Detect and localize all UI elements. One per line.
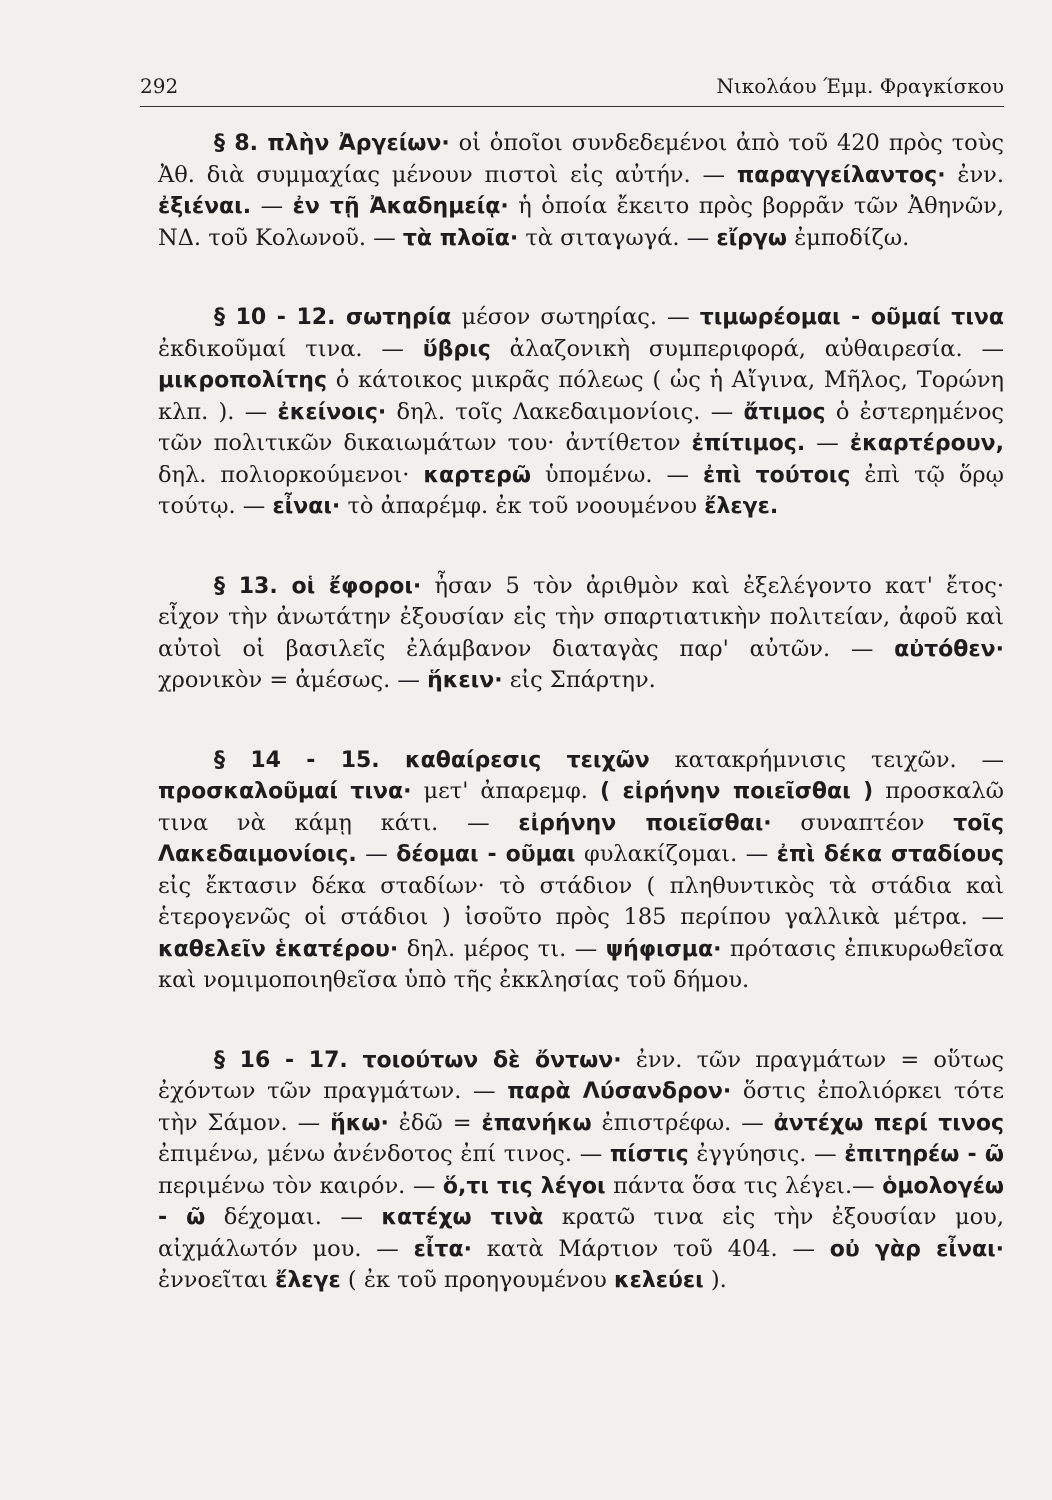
gloss-text: ἐννοεῖται — [158, 1267, 276, 1293]
lemma: ἥκειν· — [427, 668, 503, 693]
lemma: § 14 - 15. — [214, 747, 405, 773]
gloss-text: συναπτέον — [771, 809, 954, 836]
gloss-text: πάντα ὅσα τις λέγει.— — [605, 1172, 883, 1199]
gloss-text: εἰς Σπάρτην. — [502, 667, 656, 693]
lemma: § 16 - 17. — [214, 1047, 363, 1073]
lemma: εἶτα· — [413, 1236, 472, 1262]
gloss-text: — — [251, 193, 293, 219]
lemma: προσκαλοῦμαί τινα· — [158, 779, 412, 804]
lemma: ἀντέχω περί τινος — [773, 1110, 1005, 1136]
lemma: ὅ,τι τις λέγοι — [442, 1173, 606, 1199]
lemma: τοιούτων δὲ ὄντων· — [362, 1047, 622, 1073]
lemma: σωτηρία — [346, 305, 452, 330]
gloss-text: ἐδῶ = — [388, 1109, 482, 1136]
gloss-text: δηλ. τοῖς Λακεδαιμονίοις. — — [386, 398, 744, 425]
gloss-text: τὰ σιταγωγά. — — [518, 224, 717, 251]
gloss-text: ὑπομένω. — — [531, 461, 703, 488]
lemma: § 8. — [214, 131, 268, 156]
gloss-text: ). — [703, 1267, 727, 1293]
lemma: δέομαι - οῦμαι — [396, 842, 576, 867]
gloss-text: ἀλαζονικὴ συμπεριφορά, αὐθαιρεσία. — — [490, 335, 1004, 362]
gloss-text: μέσον σωτηρίας. — — [451, 304, 700, 330]
gloss-text: ὅστις ἐπολιόρκει τότε τὴν Σάμον. — — [158, 1078, 1004, 1136]
lemma: τὰ πλοῖα· — [402, 225, 519, 251]
lemma: πλὴν Ἀργείων· — [267, 131, 450, 156]
lemma: ( εἰρήνην ποιεῖσθαι ) — [599, 779, 874, 804]
lemma: ἐξιέναι. — [158, 194, 252, 219]
gloss-text: ἐμποδίζω. — [787, 224, 910, 251]
gloss-text: ἐκδικοῦμαί τινα. — — [158, 335, 423, 362]
gloss-text: εἰς ἔκτασιν δέκα σταδίων· τὸ στάδιον ( πληθυντικὸς τὰ στάδια καὶ ἑτερογενῶς οἱ στάδιοι ) ἰσοῦτο πρὸς 185 περίπου γαλλικὰ μέτρα. — — [158, 872, 1004, 930]
gloss-text: ἐπιμένω, μένω ἀνένδοτος ἐπί τινος. — — [158, 1141, 610, 1167]
gloss-text: ( ἐκ τοῦ προηγουμένου — [340, 1267, 614, 1293]
running-title-author: Νικολάου Έμμ. Φραγκίσκου — [716, 74, 1004, 98]
gloss-text: ἐπὶ τῷ ὅρῳ τούτῳ. — — [158, 461, 1004, 519]
lemma: αὐτόθεν· — [894, 636, 1004, 662]
commentary-paragraph — [158, 302, 1004, 523]
gloss-text: ἡ ὁποία ἔκειτο πρὸς βορρᾶν τῶν Ἀθηνῶν, ΝΔ. τοῦ Κολωνοῦ. — — [158, 193, 1004, 251]
lemma: παρὰ Λύσανδρον· — [507, 1079, 732, 1104]
lemma: ἐν τῇ Ἀκαδημείᾳ· — [292, 194, 509, 219]
gloss-text: χρονικὸν = ἀμέσως. — — [158, 667, 428, 693]
gloss-text: ἐγγύησις. — — [688, 1141, 845, 1167]
lemma: ἐπίτιμος. — [691, 431, 806, 456]
lemma: ἔλεγε. — [704, 494, 779, 519]
lemma: οἱ ἔφοροι· — [291, 573, 422, 599]
lemma: ἄτιμος — [743, 399, 826, 425]
lemma: καθελεῖν ἑκατέρου· — [158, 936, 399, 962]
lemma: § 13. — [214, 573, 292, 599]
lemma: καρτερῶ — [423, 462, 532, 488]
lemma: καθαίρεσις τειχῶν — [404, 747, 650, 773]
gloss-text: δηλ. μέρος τι. — — [398, 935, 606, 962]
lemma: τιμωρέομαι - οῦμαί τινα — [699, 305, 1004, 330]
lemma: ἔλεγε — [275, 1268, 341, 1293]
gloss-text: ὁ κάτοικος μικρᾶς πόλεως ( ὡς ἡ Αἴγινα, Μῆλος, Τορώνη κλπ. ). — — [158, 367, 1004, 425]
gloss-text: πρότασις ἐπικυρωθεῖσα καὶ νομιμοποιηθεῖσα ὑπὸ τῆς ἐκκλησίας τοῦ δήμου. — [158, 935, 1004, 993]
lemma: ἐπὶ δέκα σταδίους — [776, 842, 1004, 867]
running-header — [140, 70, 1004, 107]
lemma: ἐπανήκω — [481, 1110, 592, 1136]
lemma: μικροπολίτης — [158, 368, 328, 393]
commentary-paragraph — [158, 1045, 1004, 1297]
lemma: ὁμολογέω - ῶ — [158, 1173, 1005, 1230]
lemma: παραγγείλαντος· — [736, 162, 946, 188]
lemma: εἴργω — [716, 225, 788, 251]
gloss-text: οἱ ὁποῖοι συνδεδεμένοι ἀπὸ τοῦ 420 πρὸς τοὺς Ἀθ. διὰ συμμαχίας μένουν πιστοὶ εἰς αὐτήν. — — [158, 130, 1004, 188]
lemma: ἥκω· — [330, 1110, 389, 1136]
lemma: εἰρήνην ποιεῖσθαι· — [518, 810, 772, 836]
gloss-text: κρατῶ τινα εἰς τὴν ἐξουσίαν μου, αἰχμάλωτόν μου. — — [158, 1204, 1004, 1262]
commentary-paragraph — [158, 745, 1004, 997]
gloss-text: δέχομαι. — — [205, 1204, 382, 1230]
lemma: ψήφισμα· — [605, 936, 722, 962]
gloss-text: ὁ ἐστερημένος τῶν πολιτικῶν δικαιωμάτων του· ἀντίθετον — [158, 398, 1004, 456]
lemma: ἐκείνοις· — [277, 399, 387, 425]
gloss-text: κατὰ Μάρτιον τοῦ 404. — — [471, 1235, 830, 1262]
gloss-text: — — [805, 430, 850, 456]
gloss-text: ἦσαν 5 τὸν ἀριθμὸν καὶ ἐξελέγοντο κατ' ἔτος· εἶχον τὴν ἀνωτάτην ἐξουσίαν εἰς τὴν σπαρτιατικὴν πολιτείαν, ἀφοῦ καὶ αὐτοὶ οἱ βασιλεῖς ἐλάμβανον διαταγὰς παρ' αὐτῶν. — — [158, 572, 1004, 662]
page-number: 292 — [140, 74, 179, 98]
lemma: ὕβρις — [422, 336, 491, 362]
lemma: εἶναι· — [272, 494, 341, 519]
lemma: τοῖς Λακεδαιμονίοις. — [158, 810, 1004, 867]
gloss-text: — — [356, 841, 397, 867]
gloss-text: τὸ ἀπαρέμφ. ἐκ τοῦ νοουμένου — [340, 493, 705, 519]
lemma: κελεύει — [613, 1268, 704, 1293]
lemma: πίστις — [609, 1142, 689, 1167]
gloss-text: περιμένω τὸν καιρόν. — — [158, 1172, 443, 1199]
lemma: κατέχω τινὰ — [381, 1205, 544, 1230]
lemma: ἐκαρτέρουν, — [849, 431, 1004, 456]
lemma: § 10 - 12. — [214, 305, 347, 330]
commentary-paragraph — [158, 571, 1004, 697]
commentary-body — [158, 128, 1004, 1297]
commentary-paragraph — [158, 128, 1004, 254]
lemma: οὐ γὰρ εἶναι· — [829, 1236, 1004, 1262]
gloss-text: κατακρήμνισις τειχῶν. — — [649, 746, 1004, 773]
gloss-text: μετ' ἀπαρεμφ. — [411, 778, 600, 804]
gloss-text: προσκαλῶ τινα νὰ κάμῃ κάτι. — — [158, 778, 1005, 836]
lemma: ἐπιτηρέω - ῶ — [844, 1142, 1004, 1167]
gloss-text: φυλακίζομαι. — — [575, 841, 777, 867]
lemma: ἐπὶ τούτοις — [702, 462, 851, 488]
gloss-text: ἐνν. — [945, 161, 1005, 188]
gloss-text: ἐπιστρέφω. — — [591, 1109, 774, 1136]
gloss-text: ἐνν. τῶν πραγμάτων = οὕτως ἐχόντων τῶν πραγμάτων. — — [158, 1046, 1004, 1104]
gloss-text: δηλ. πολιορκούμενοι· — [158, 461, 424, 488]
